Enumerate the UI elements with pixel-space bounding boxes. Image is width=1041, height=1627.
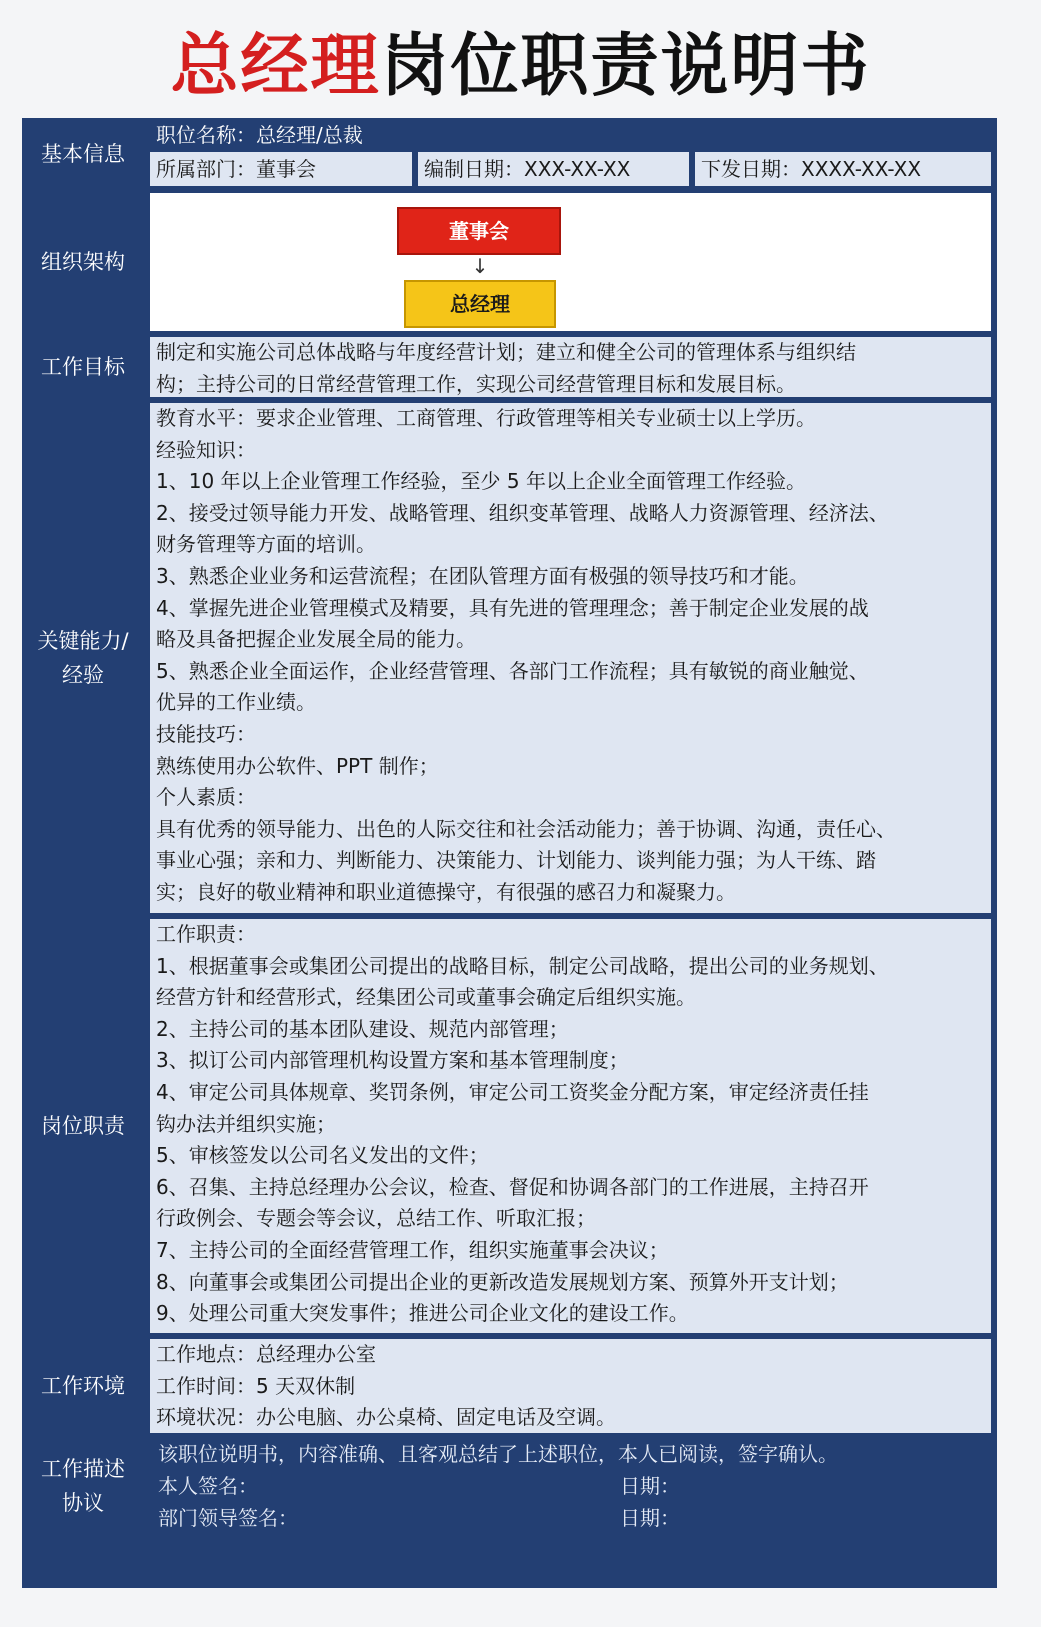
- row-signature: [22, 1436, 997, 1536]
- ability-line: 1、10 年以上企业管理工作经验，至少 5 年以上企业全面管理工作经验。: [156, 469, 806, 494]
- label-work-goal: 工作目标: [41, 355, 125, 379]
- signature-area: [150, 1436, 991, 1536]
- ability-line: 熟练使用办公软件、PPT 制作；: [156, 753, 439, 778]
- job-description-table: [22, 118, 997, 1588]
- duty-line: 4、审定公司具体规章、奖罚条例，审定公司工资奖金分配方案，审定经济责任挂: [156, 1079, 869, 1104]
- duty-line: 6、召集、主持总经理办公会议，检查、督促和协调各部门的工作进展，主持召开: [156, 1174, 869, 1199]
- label-key-ability: [22, 400, 144, 916]
- ability-line: 4、掌握先进企业管理模式及精要，具有先进的管理理念；善于制定企业发展的战: [156, 595, 869, 620]
- duty-line: 9、处理公司重大突发事件；推进公司企业文化的建设工作。: [156, 1301, 689, 1326]
- label-signature: [22, 1436, 144, 1536]
- org-board-box: 董事会: [397, 207, 561, 255]
- row-environment: [22, 1336, 997, 1436]
- label-duties: 岗位职责: [41, 1114, 125, 1138]
- basic-row-1: [150, 118, 997, 152]
- ability-line: 技能技巧：: [156, 721, 256, 746]
- duties-content: [150, 919, 991, 1333]
- environment-content: [150, 1339, 991, 1433]
- duty-line: 工作职责：: [156, 922, 256, 946]
- ability-line: 5、熟悉企业全面运作，企业经营管理、各部门工作流程；具有敏锐的商业触觉、: [156, 658, 869, 683]
- department: 所属部门：董事会: [150, 152, 412, 186]
- ability-line: 事业心强；亲和力、判断能力、决策能力、计划能力、谈判能力强；为人干练、踏: [156, 848, 876, 873]
- env-line: 环境状况：办公电脑、办公桌椅、固定电话及空调。: [156, 1405, 616, 1430]
- duty-line: 1、根据董事会或集团公司提出的战略目标，制定公司战略，提出公司的业务规划、: [156, 953, 889, 978]
- label-basic-info: 基本信息: [41, 142, 125, 166]
- ability-line: 个人素质：: [156, 785, 256, 810]
- label-org-chart: 组织架构: [41, 250, 125, 274]
- duty-line: 经营方针和经营形式，经集团公司或董事会确定后组织实施。: [156, 985, 696, 1010]
- ability-line: 教育水平：要求企业管理、工商管理、行政管理等相关专业硕士以上学历。: [156, 406, 816, 430]
- dept-date-label[interactable]: 日期：: [620, 1506, 680, 1530]
- self-signature-label[interactable]: 本人签名：: [158, 1474, 258, 1498]
- label-key-ability-line2: 经验: [61, 663, 104, 687]
- duty-line: 8、向董事会或集团公司提出企业的更新改造发展规划方案、预算外开支计划；: [156, 1269, 849, 1294]
- title-highlight: 总经理: [170, 27, 381, 106]
- env-line: 工作时间：5 天双休制: [156, 1373, 356, 1398]
- ability-line: 优异的工作业绩。: [156, 690, 316, 715]
- label-signature-line2: 协议: [62, 1491, 104, 1515]
- label-key-ability-line1: 关键能力/: [37, 629, 129, 653]
- env-line: 工作地点：总经理办公室: [156, 1342, 376, 1366]
- self-date-label[interactable]: 日期：: [620, 1474, 680, 1498]
- ability-line: 经验知识：: [156, 437, 256, 462]
- page-title: [0, 22, 1041, 112]
- ability-line: 2、接受过领导能力开发、战略管理、组织变革管理、战略人力资源管理、经济法、: [156, 500, 889, 525]
- ability-line: 实；良好的敬业精神和职业道德操守，有很强的感召力和凝聚力。: [156, 879, 736, 904]
- made-date: 编制日期：XXX-XX-XX: [418, 152, 689, 186]
- duty-line: 行政例会、专题会等会议，总结工作、听取汇报；: [156, 1206, 596, 1231]
- duty-line: 7、主持公司的全面经营管理工作，组织实施董事会决议；: [156, 1237, 669, 1262]
- title-rest: 岗位职责说明书: [380, 27, 871, 106]
- goal-line: 制定和实施公司总体战略与年度经营计划；建立和健全公司的管理体系与组织结: [156, 340, 856, 364]
- duty-line: 2、主持公司的基本团队建设、规范内部管理；: [156, 1016, 569, 1041]
- issue-date: 下发日期：XXXX-XX-XX: [695, 152, 991, 186]
- org-arrow-icon: ↓: [471, 254, 489, 278]
- row-basic-info: [22, 118, 997, 190]
- position-name: 职位名称：总经理/总裁: [156, 123, 363, 147]
- row-work-goal: [22, 334, 997, 400]
- key-ability-content: [150, 403, 991, 913]
- duty-line: 5、审核签发以公司名义发出的文件；: [156, 1143, 489, 1168]
- org-chart: [150, 193, 991, 331]
- goal-line: 构；主持公司的日常经营管理工作，实现公司经营管理目标和发展目标。: [156, 371, 796, 396]
- ability-line: 财务管理等方面的培训。: [156, 532, 376, 557]
- ability-line: 3、熟悉企业业务和运营流程；在团队管理方面有极强的领导技巧和才能。: [156, 563, 809, 588]
- basic-row-2: [150, 152, 991, 186]
- duty-line: 钩办法并组织实施；: [156, 1111, 336, 1136]
- duty-line: 3、拟订公司内部管理机构设置方案和基本管理制度；: [156, 1048, 629, 1073]
- row-key-ability: [22, 400, 997, 916]
- ability-line: 略及具备把握企业发展全局的能力。: [156, 627, 476, 652]
- signature-statement: 该职位说明书，内容准确、且客观总结了上述职位，本人已阅读，签字确认。: [158, 1442, 838, 1466]
- org-gm-box: 总经理: [404, 280, 556, 328]
- work-goal-content: [150, 337, 991, 397]
- label-environment: 工作环境: [41, 1374, 125, 1398]
- label-signature-line1: 工作描述: [41, 1457, 125, 1481]
- row-duties: [22, 916, 997, 1336]
- ability-line: 具有优秀的领导能力、出色的人际交往和社会活动能力；善于协调、沟通，责任心、: [156, 816, 896, 841]
- row-org-chart: [22, 190, 997, 334]
- dept-signature-label[interactable]: 部门领导签名：: [158, 1506, 298, 1530]
